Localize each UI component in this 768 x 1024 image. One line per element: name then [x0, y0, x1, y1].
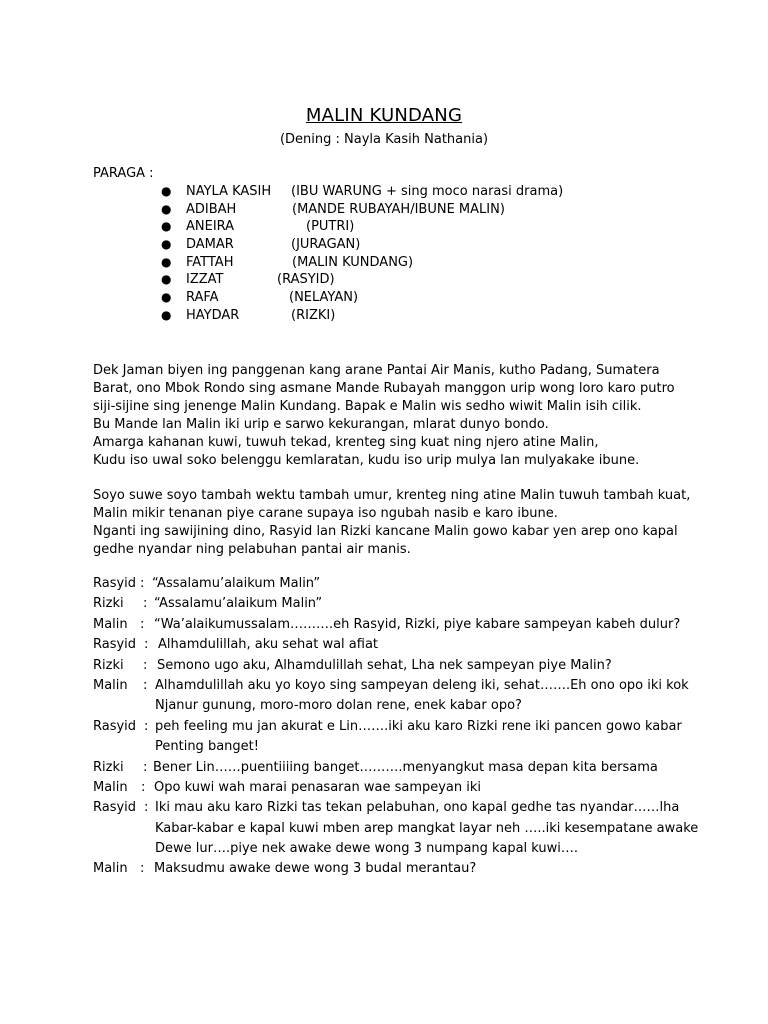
- dialog-text: Bener Lin……puentiiiing banget……….menyangkut masa depan kita bersama: [153, 759, 658, 775]
- dialog-line: [93, 617, 713, 637]
- dialog-text: Alhamdulillah aku yo koyo sing sampeyan deleng iki, sehat…….Eh ono opo iki kok: [155, 677, 689, 693]
- cast-name: IZZAT: [186, 272, 224, 288]
- page-title: MALIN KUNDANG: [305, 105, 463, 126]
- cast-name: NAYLA KASIH: [186, 184, 272, 199]
- dialog-line: [93, 719, 713, 739]
- bullet-icon: ●: [161, 254, 172, 269]
- text-line: Malin mikir tenanan piye carane supaya iso ngubah nasib e karo ibune.: [93, 506, 558, 521]
- cast-item: [0, 290, 700, 308]
- bullet-icon: ●: [161, 290, 172, 305]
- dialog-colon: :: [143, 677, 148, 693]
- text-line: Amarga kahanan kuwi, tuwuh tekad, krenteg sing kuat ning njero atine Malin,: [93, 435, 599, 450]
- cast-role: (RIZKI): [291, 307, 336, 323]
- cast-role: (JURAGAN): [291, 237, 361, 253]
- text-line: siji-sijine sing jenenge Malin Kundang. Bapak e Malin wis sedho wiwit Malin isih cilik.: [93, 399, 642, 414]
- speaker-name: Malin: [93, 779, 128, 795]
- text-line: Dek Jaman biyen ing panggenan kang arane Pantai Air Manis, kutho Padang, Sumatera: [93, 363, 660, 378]
- cast-role: (RASYID): [277, 272, 335, 288]
- author-subtitle: (Dening : Nayla Kasih Nathania): [279, 132, 489, 147]
- cast-role: (IBU WARUNG + sing moco narasi drama): [291, 184, 564, 199]
- cast-role: (PUTRI): [306, 219, 355, 235]
- cast-name: HAYDAR: [186, 307, 240, 323]
- dialog-text: Penting banget!: [155, 739, 259, 755]
- cast-label: PARAGA :: [93, 166, 154, 181]
- dialog-text: Opo kuwi wah marai penasaran wae sampeyan iki: [154, 779, 482, 795]
- dialog-text: Njanur gunung, moro-moro dolan rene, enek kabar opo?: [155, 698, 522, 714]
- dialog-line: [93, 780, 713, 800]
- cast-list: [0, 184, 700, 326]
- bullet-icon: ●: [161, 272, 172, 287]
- dialog-text: Dewe lur….piye nek awake dewe wong 3 numpang kapal kuwi….: [155, 841, 579, 857]
- speaker-name: Rasyid: [93, 800, 137, 816]
- dialog-text: Semono ugo aku, Alhamdulillah sehat, Lha nek sampeyan piye Malin?: [157, 657, 612, 673]
- dialog-line: [93, 821, 713, 841]
- dialog-text: “Wa’alaikumussalam……….eh Rasyid, Rizki, piye kabare sampeyan kabeh dulur?: [154, 616, 681, 632]
- cast-name: RAFA: [186, 290, 219, 306]
- cast-item: [0, 308, 700, 326]
- dialog-text: Kabar-kabar e kapal kuwi mben arep mangkat layar neh …..iki kesempatane awake: [155, 820, 699, 836]
- cast-role: (MANDE RUBAYAH/IBUNE MALIN): [292, 201, 505, 217]
- speaker-name: Rizki: [93, 657, 124, 673]
- cast-role: (MALIN KUNDANG): [292, 254, 414, 270]
- dialog-line: [93, 861, 713, 881]
- text-line: Kudu iso uwal soko belenggu kemlaratan, kudu iso urip mulya lan mulyakake ibune.: [93, 453, 640, 468]
- dialog-colon: :: [143, 596, 148, 612]
- speaker-name: Rasyid: [93, 637, 137, 653]
- cast-item: [0, 184, 700, 202]
- dialog-section: [93, 576, 713, 882]
- text-line: Bu Mande lan Malin iki urip e sarwo kekurangan, mlarat dunyo bondo.: [93, 417, 549, 432]
- dialog-colon: :: [140, 861, 145, 877]
- cast-item: [0, 202, 700, 220]
- cast-item: [0, 272, 700, 290]
- dialog-line: [93, 800, 713, 820]
- dialog-text: Alhamdulillah, aku sehat wal afiat: [158, 637, 379, 653]
- dialog-colon: :: [140, 616, 145, 632]
- text-line: Soyo suwe soyo tambah wektu tambah umur, krenteg ning atine Malin tuwuh tambah kuat,: [93, 488, 691, 503]
- speaker-name: Malin: [93, 861, 128, 877]
- dialog-line: [93, 576, 713, 596]
- cast-name: FATTAH: [186, 254, 234, 270]
- dialog-line: [93, 637, 713, 657]
- dialog-colon: :: [141, 779, 146, 795]
- dialog-colon: :: [143, 657, 148, 673]
- cast-role: (NELAYAN): [289, 290, 359, 306]
- dialog-colon: :: [140, 576, 145, 591]
- cast-name: DAMAR: [186, 237, 234, 253]
- text-line: gedhe nyandar ning pelabuhan pantai air manis.: [93, 542, 411, 557]
- dialog-line: [93, 841, 713, 861]
- speaker-name: Rizki: [93, 759, 124, 775]
- dialog-colon: :: [144, 800, 149, 816]
- speaker-name: Malin: [93, 677, 128, 693]
- cast-item: [0, 237, 700, 255]
- bullet-icon: ●: [161, 219, 172, 234]
- narration-paragraph-1: [93, 362, 693, 470]
- bullet-icon: ●: [161, 201, 172, 216]
- dialog-line: [93, 739, 713, 759]
- dialog-colon: :: [144, 718, 149, 734]
- text-line: Nganti ing sawijining dino, Rasyid lan Rizki kancane Malin gowo kabar yen arep ono kapal: [93, 524, 678, 539]
- dialog-line: [93, 698, 713, 718]
- dialog-colon: :: [144, 637, 149, 653]
- cast-name: ANEIRA: [186, 219, 235, 235]
- dialog-text: “Assalamu’alaikum Malin”: [154, 596, 323, 612]
- speaker-name: Rizki: [93, 596, 124, 612]
- dialog-text: “Assalamu’alaikum Malin”: [152, 576, 321, 591]
- dialog-colon: :: [143, 759, 148, 775]
- dialog-line: [93, 678, 713, 698]
- dialog-text: Maksudmu awake dewe wong 3 budal merantau?: [154, 861, 477, 877]
- cast-name: ADIBAH: [186, 201, 237, 217]
- dialog-text: peh feeling mu jan akurat e Lin…….iki aku karo Rizki rene iki pancen gowo kabar: [155, 718, 682, 734]
- dialog-line: [93, 596, 713, 616]
- dialog-line: [93, 760, 713, 780]
- bullet-icon: ●: [161, 307, 172, 322]
- dialog-line: [93, 658, 713, 678]
- cast-item: [0, 255, 700, 273]
- dialog-text: Iki mau aku karo Rizki tas tekan pelabuhan, ono kapal gedhe tas nyandar……lha: [155, 800, 680, 816]
- text-line: Barat, ono Mbok Rondo sing asmane Mande Rubayah manggon urip wong loro karo putro: [93, 381, 675, 396]
- narration-paragraph-2: [93, 487, 693, 559]
- cast-item: [0, 219, 700, 237]
- speaker-name: Rasyid: [93, 576, 137, 591]
- bullet-icon: ●: [161, 237, 172, 252]
- speaker-name: Malin: [93, 616, 128, 632]
- speaker-name: Rasyid: [93, 718, 137, 734]
- bullet-icon: ●: [161, 184, 172, 198]
